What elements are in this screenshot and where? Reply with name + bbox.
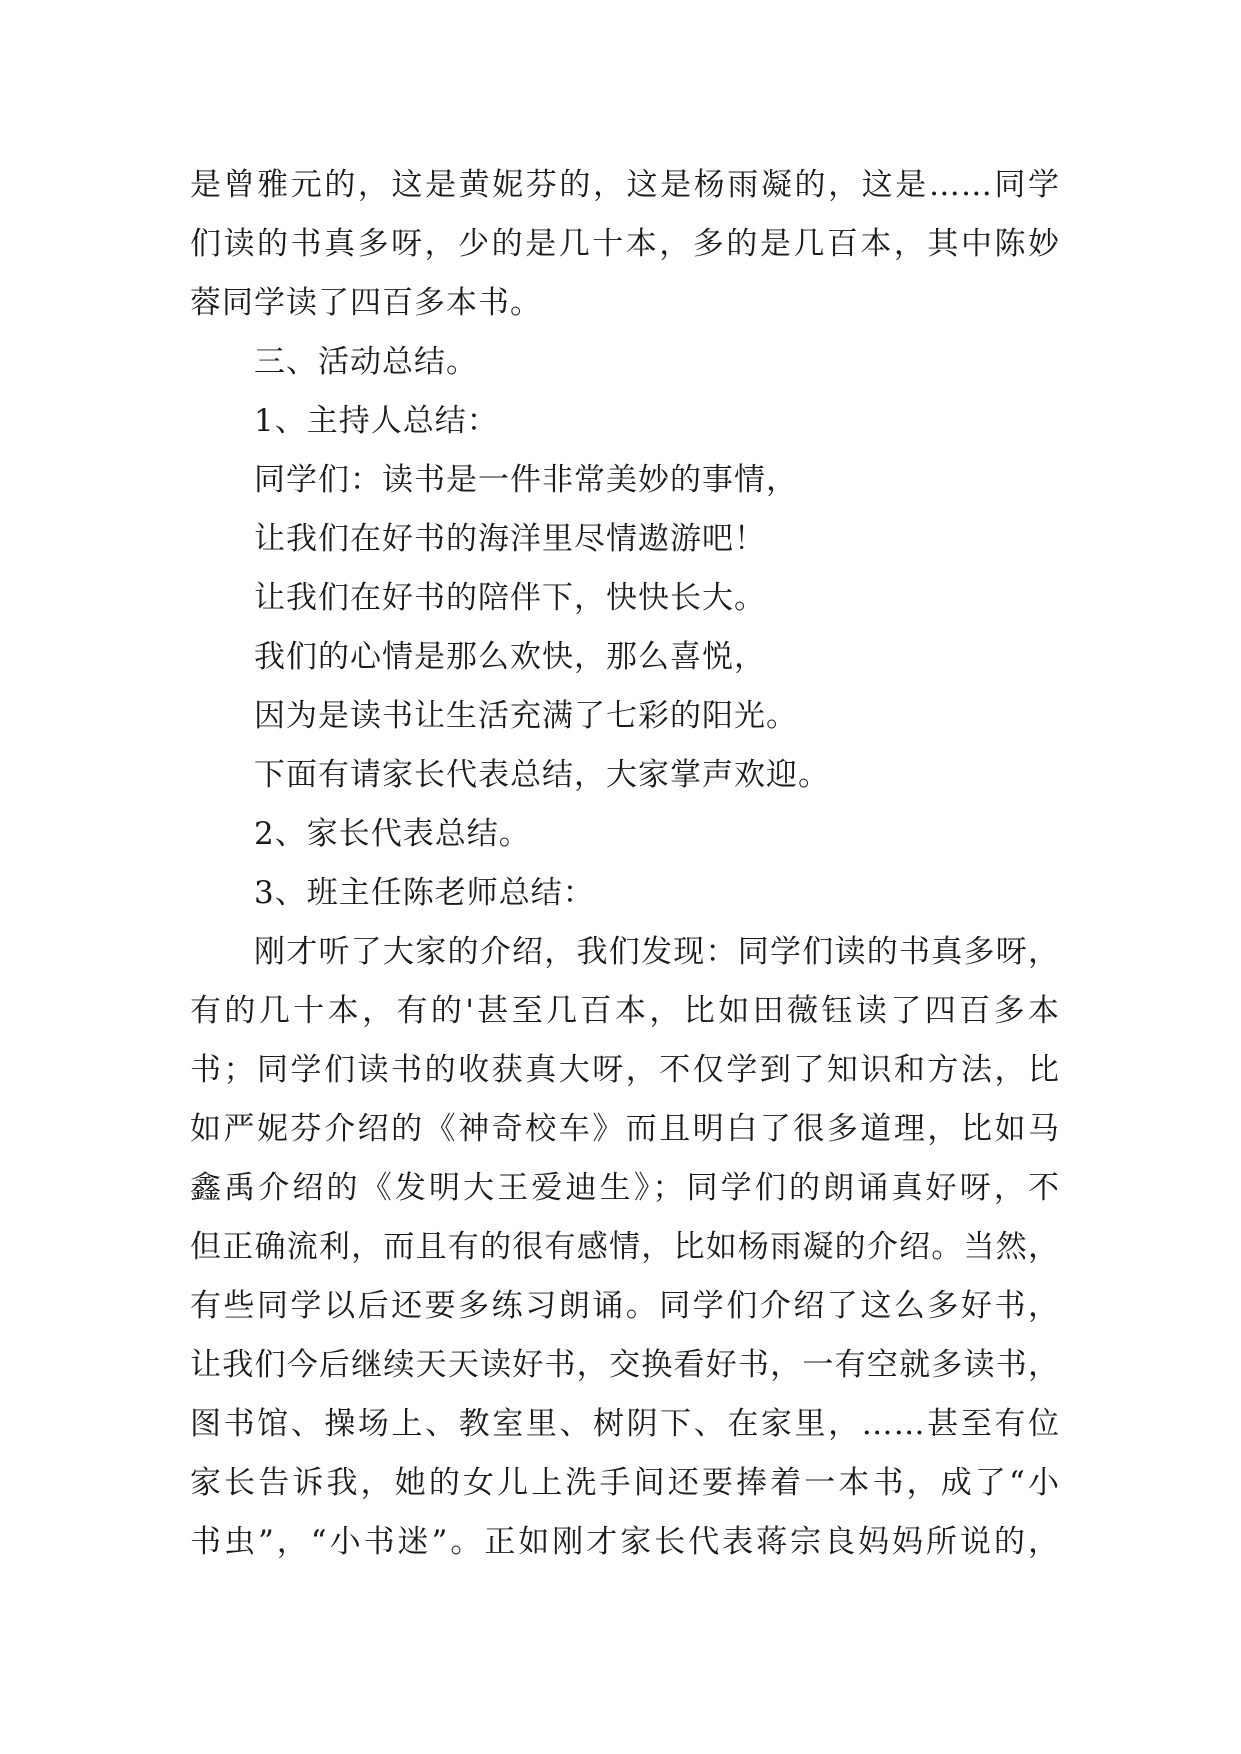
text-line: 有的几十本，有的'甚至几百本，比如田薇钰读了四百多本 bbox=[190, 993, 1060, 1029]
text-line: 让我们今后继续天天读好书，交换看好书，一有空就多读书， bbox=[190, 1347, 1060, 1383]
text-line: 如严妮芬介绍的《神奇校车》而且明白了很多道理，比如马 bbox=[190, 1111, 1060, 1147]
text-line: 书虫”，“小书迷”。正如刚才家长代表蒋宗良妈妈所说的， bbox=[190, 1524, 1060, 1560]
document-body bbox=[190, 156, 1060, 1572]
text-line: 但正确流利，而且有的很有感情，比如杨雨凝的介绍。当然， bbox=[190, 1229, 1060, 1265]
text-line: 们读的书真多呀，少的是几十本，多的是几百本，其中陈妙 bbox=[190, 226, 1060, 262]
text-line: 我们的心情是那么欢快，那么喜悦， bbox=[254, 639, 766, 675]
text-line: 三、活动总结。 bbox=[254, 344, 478, 380]
text-line: 鑫禹介绍的《发明大王爱迪生》；同学们的朗诵真好呀，不 bbox=[190, 1170, 1060, 1206]
text-line: 书；同学们读书的收获真大呀，不仅学到了知识和方法，比 bbox=[190, 1052, 1060, 1088]
text-line: 1、主持人总结： bbox=[254, 403, 499, 439]
text-line: 3、班主任陈老师总结： bbox=[254, 875, 595, 911]
text-line: 因为是读书让生活充满了七彩的阳光。 bbox=[254, 698, 798, 734]
text-line: 刚才听了大家的介绍，我们发现：同学们读的书真多呀， bbox=[254, 934, 1060, 970]
text-line: 有些同学以后还要多练习朗诵。同学们介绍了这么多好书， bbox=[190, 1288, 1060, 1324]
text-line: 2、家长代表总结。 bbox=[254, 816, 531, 852]
text-line: 蓉同学读了四百多本书。 bbox=[190, 285, 542, 321]
text-line: 图书馆、操场上、教室里、树阴下、在家里，……甚至有位 bbox=[190, 1406, 1060, 1442]
text-line: 让我们在好书的陪伴下，快快长大。 bbox=[254, 580, 766, 616]
text-line: 下面有请家长代表总结，大家掌声欢迎。 bbox=[254, 757, 830, 793]
text-line: 是曾雅元的，这是黄妮芬的，这是杨雨凝的，这是……同学 bbox=[190, 167, 1060, 203]
text-line: 家长告诉我，她的女儿上洗手间还要捧着一本书，成了“小 bbox=[190, 1465, 1060, 1501]
text-line: 同学们：读书是一件非常美妙的事情， bbox=[254, 462, 798, 498]
text-line: 让我们在好书的海洋里尽情遨游吧！ bbox=[254, 521, 766, 557]
